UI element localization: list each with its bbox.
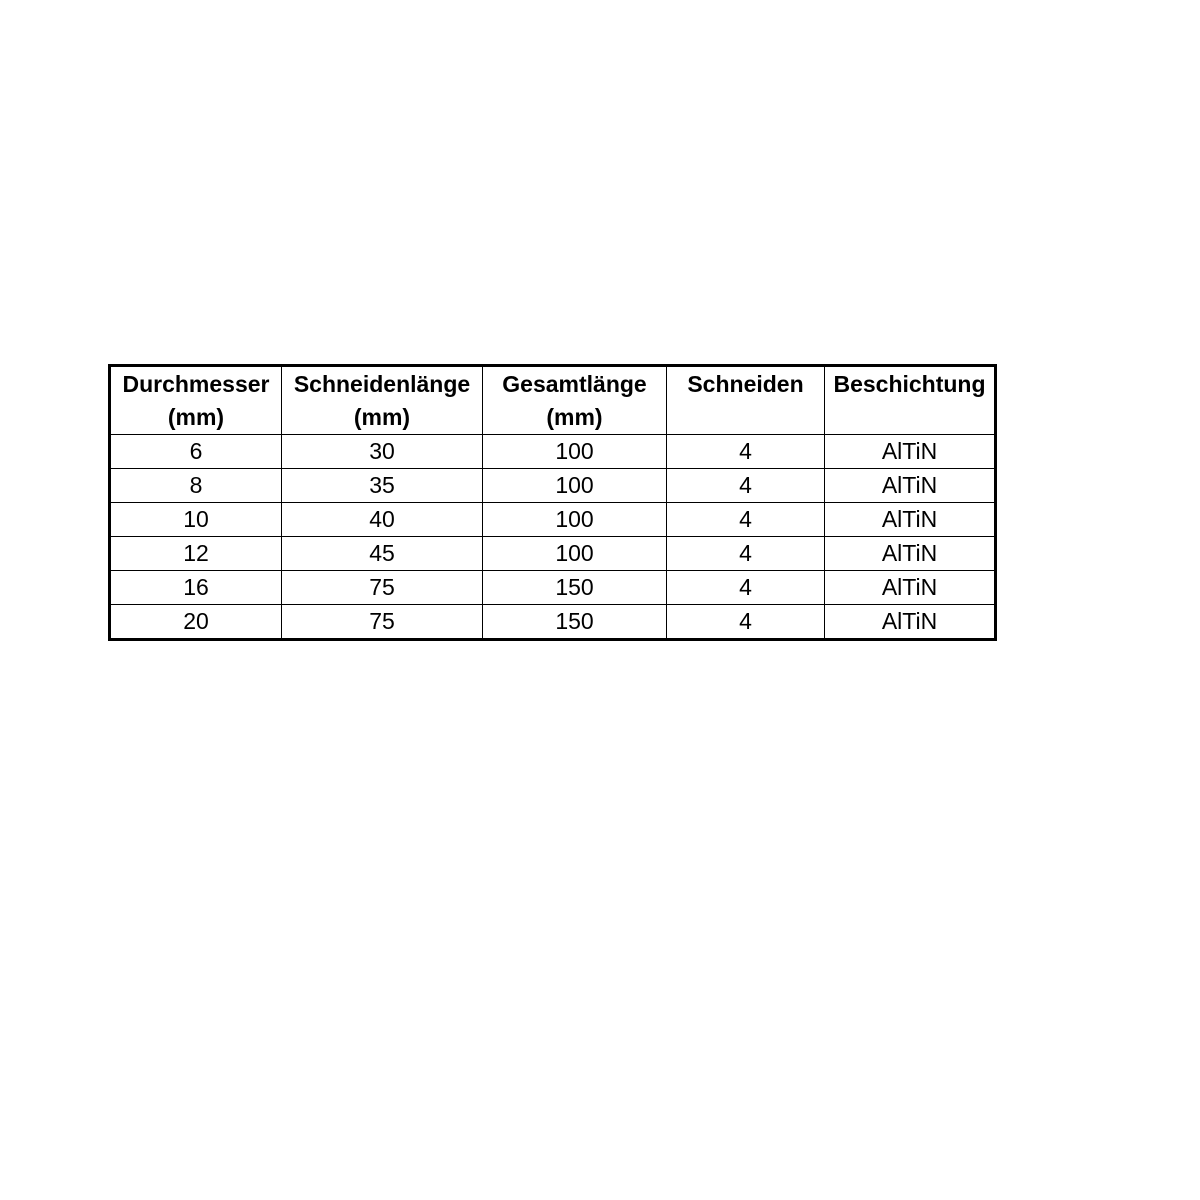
table-row [110, 571, 996, 605]
table-row [110, 469, 996, 503]
header-label: Beschichtung [833, 371, 986, 397]
table-row [110, 537, 996, 571]
header-beschichtung [825, 366, 996, 435]
header-label: Schneiden [687, 371, 804, 397]
cell-durchmesser: 20 [110, 605, 282, 640]
cell-gesamtlaenge: 150 [483, 571, 667, 605]
cell-gesamtlaenge: 100 [483, 469, 667, 503]
header-unit: (mm) [167, 404, 225, 430]
cell-schneidenlaenge: 35 [282, 469, 483, 503]
cell-gesamtlaenge: 100 [483, 537, 667, 571]
cell-schneiden: 4 [667, 537, 825, 571]
table-row [110, 503, 996, 537]
cell-schneiden: 4 [667, 503, 825, 537]
cell-beschichtung: AlTiN [825, 469, 996, 503]
cell-beschichtung: AlTiN [825, 537, 996, 571]
header-schneidenlaenge [282, 366, 483, 435]
cell-schneidenlaenge: 30 [282, 435, 483, 469]
header-unit: (mm) [353, 404, 411, 430]
cell-schneiden: 4 [667, 469, 825, 503]
header-row [110, 366, 996, 435]
cell-durchmesser: 6 [110, 435, 282, 469]
header-unit: (mm) [546, 404, 603, 430]
header-label: Schneidenlänge [293, 371, 471, 397]
cell-schneiden: 4 [667, 571, 825, 605]
cell-durchmesser: 16 [110, 571, 282, 605]
cell-beschichtung: AlTiN [825, 503, 996, 537]
cell-durchmesser: 10 [110, 503, 282, 537]
spec-table [108, 364, 997, 641]
table-body [110, 435, 996, 640]
cell-beschichtung: AlTiN [825, 435, 996, 469]
cell-schneiden: 4 [667, 435, 825, 469]
cell-durchmesser: 12 [110, 537, 282, 571]
cell-durchmesser: 8 [110, 469, 282, 503]
cell-schneiden: 4 [667, 605, 825, 640]
header-schneiden [667, 366, 825, 435]
cell-schneidenlaenge: 75 [282, 605, 483, 640]
table-row [110, 435, 996, 469]
table-header [110, 366, 996, 435]
header-label: Gesamtlänge [502, 371, 647, 397]
cell-beschichtung: AlTiN [825, 571, 996, 605]
header-durchmesser [110, 366, 282, 435]
header-label: Durchmesser [122, 371, 270, 397]
cell-schneidenlaenge: 40 [282, 503, 483, 537]
cell-gesamtlaenge: 100 [483, 435, 667, 469]
table-row [110, 605, 996, 640]
header-gesamtlaenge [483, 366, 667, 435]
cell-schneidenlaenge: 45 [282, 537, 483, 571]
cell-beschichtung: AlTiN [825, 605, 996, 640]
cell-schneidenlaenge: 75 [282, 571, 483, 605]
cell-gesamtlaenge: 100 [483, 503, 667, 537]
cell-gesamtlaenge: 150 [483, 605, 667, 640]
